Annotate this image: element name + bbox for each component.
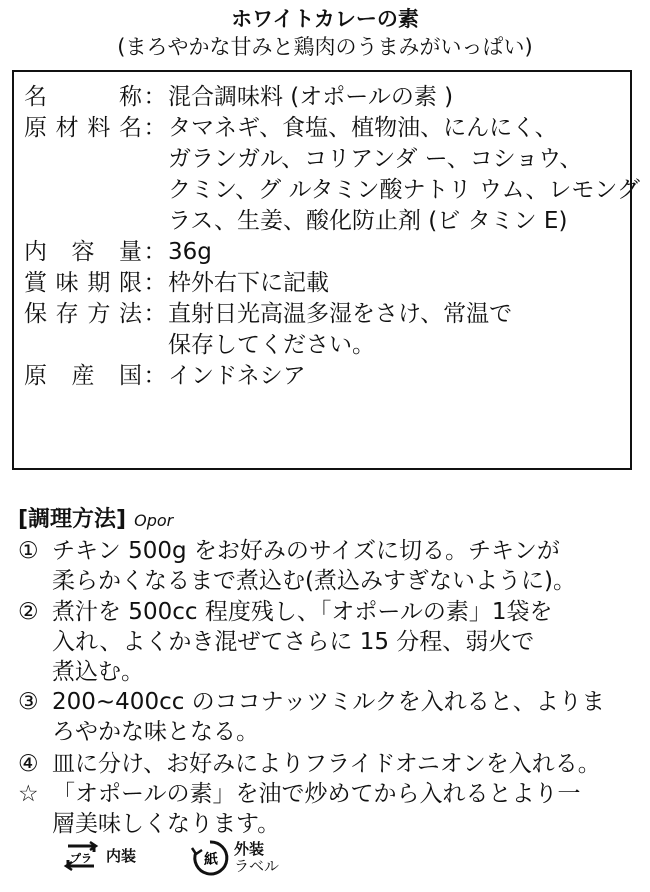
product-info-box — [12, 70, 640, 470]
info-row-content — [24, 237, 212, 268]
storage-line: 保存してください。 — [168, 332, 375, 358]
step-number: ① — [18, 538, 39, 564]
info-row-expiry — [24, 268, 329, 299]
content-label: 内容量 — [24, 239, 142, 265]
plastic-mark-text: プラ — [70, 852, 92, 865]
colon: ： — [143, 115, 167, 141]
expiry-label: 賞味期限 — [24, 270, 142, 296]
storage-label: 保存方法 — [24, 301, 142, 327]
colon: ： — [143, 363, 167, 389]
ingredients-line: ラス、生姜、酸化防止剤 (ビ タミン E) — [168, 208, 568, 234]
ingredients-line: クミン、グ ルタミン酸ナトリ ウム、レモング — [168, 177, 640, 203]
product-title: ホワイトカレーの素 — [231, 7, 419, 31]
plastic-label: 内装 — [106, 846, 137, 865]
paper-label-outer: 外装 — [234, 840, 265, 858]
step-number: ☆ — [18, 781, 39, 807]
step-number: ③ — [18, 689, 39, 715]
product-subtitle: (まろやかな甘みと鶏肉のうまみがいっぱい) — [117, 35, 533, 59]
paper-recycle-icon — [190, 838, 230, 878]
paper-recycle-mark — [190, 838, 279, 878]
info-row-name — [24, 82, 453, 113]
colon: ： — [143, 301, 167, 327]
origin-label: 原産国 — [24, 363, 142, 389]
ingredients-label: 原材料名 — [24, 115, 142, 141]
step-line: 入れ、よくかき混ぜてさらに 15 分程、弱火で — [52, 629, 535, 655]
paper-mark-text: 紙 — [204, 852, 218, 868]
plastic-recycle-mark — [60, 838, 136, 874]
step-line: 「オポールの素」を油で炒めてから入れるとより一 — [52, 781, 581, 807]
info-row-origin — [24, 361, 306, 392]
paper-label-group — [230, 841, 279, 875]
step-line: チキン 500g をお好みのサイズに切る。チキンが — [52, 538, 560, 564]
content-value: 36g — [168, 239, 212, 265]
method-heading-sub: Opor — [134, 511, 174, 530]
step-number: ② — [18, 599, 39, 625]
storage-line: 直射日光高温多湿をさけ、常温で — [168, 301, 513, 327]
method-heading-text: [調理方法] — [18, 507, 127, 532]
step-line: 200~400cc のココナッツミルクを入れると、よりま — [52, 689, 605, 715]
step-line: ろやかな味となる。 — [52, 719, 259, 745]
plastic-recycle-icon — [60, 838, 102, 874]
origin-value: インドネシア — [168, 363, 306, 389]
ingredients-line: タマネギ、食塩、植物油、にんにく、 — [168, 115, 558, 141]
name-value: 混合調味料 (オポールの素 ) — [168, 84, 454, 110]
colon: ： — [143, 84, 167, 110]
step-line: 柔らかくなるまで煮込む(煮込みすぎないように)。 — [52, 568, 576, 594]
step-line: 煮汁を 500cc 程度残し、「オポールの素」1袋を — [52, 599, 553, 625]
info-row-storage — [24, 299, 512, 330]
colon: ： — [143, 239, 167, 265]
name-label: 名 称 — [24, 84, 142, 110]
colon: ： — [143, 270, 167, 296]
step-line: 層美味しくなります。 — [52, 811, 281, 837]
step-number: ④ — [18, 751, 39, 777]
step-line: 煮込む。 — [52, 659, 144, 685]
expiry-value: 枠外右下に記載 — [168, 270, 329, 296]
paper-label-label: ラベル — [234, 857, 280, 875]
step-line: 皿に分け、お好みによりフライドオニオンを入れる。 — [52, 751, 601, 777]
method-heading — [18, 506, 173, 535]
ingredients-line: ガランガル、コリアンダ ー、コショウ、 — [168, 146, 583, 172]
info-row-ingredients — [24, 113, 558, 144]
